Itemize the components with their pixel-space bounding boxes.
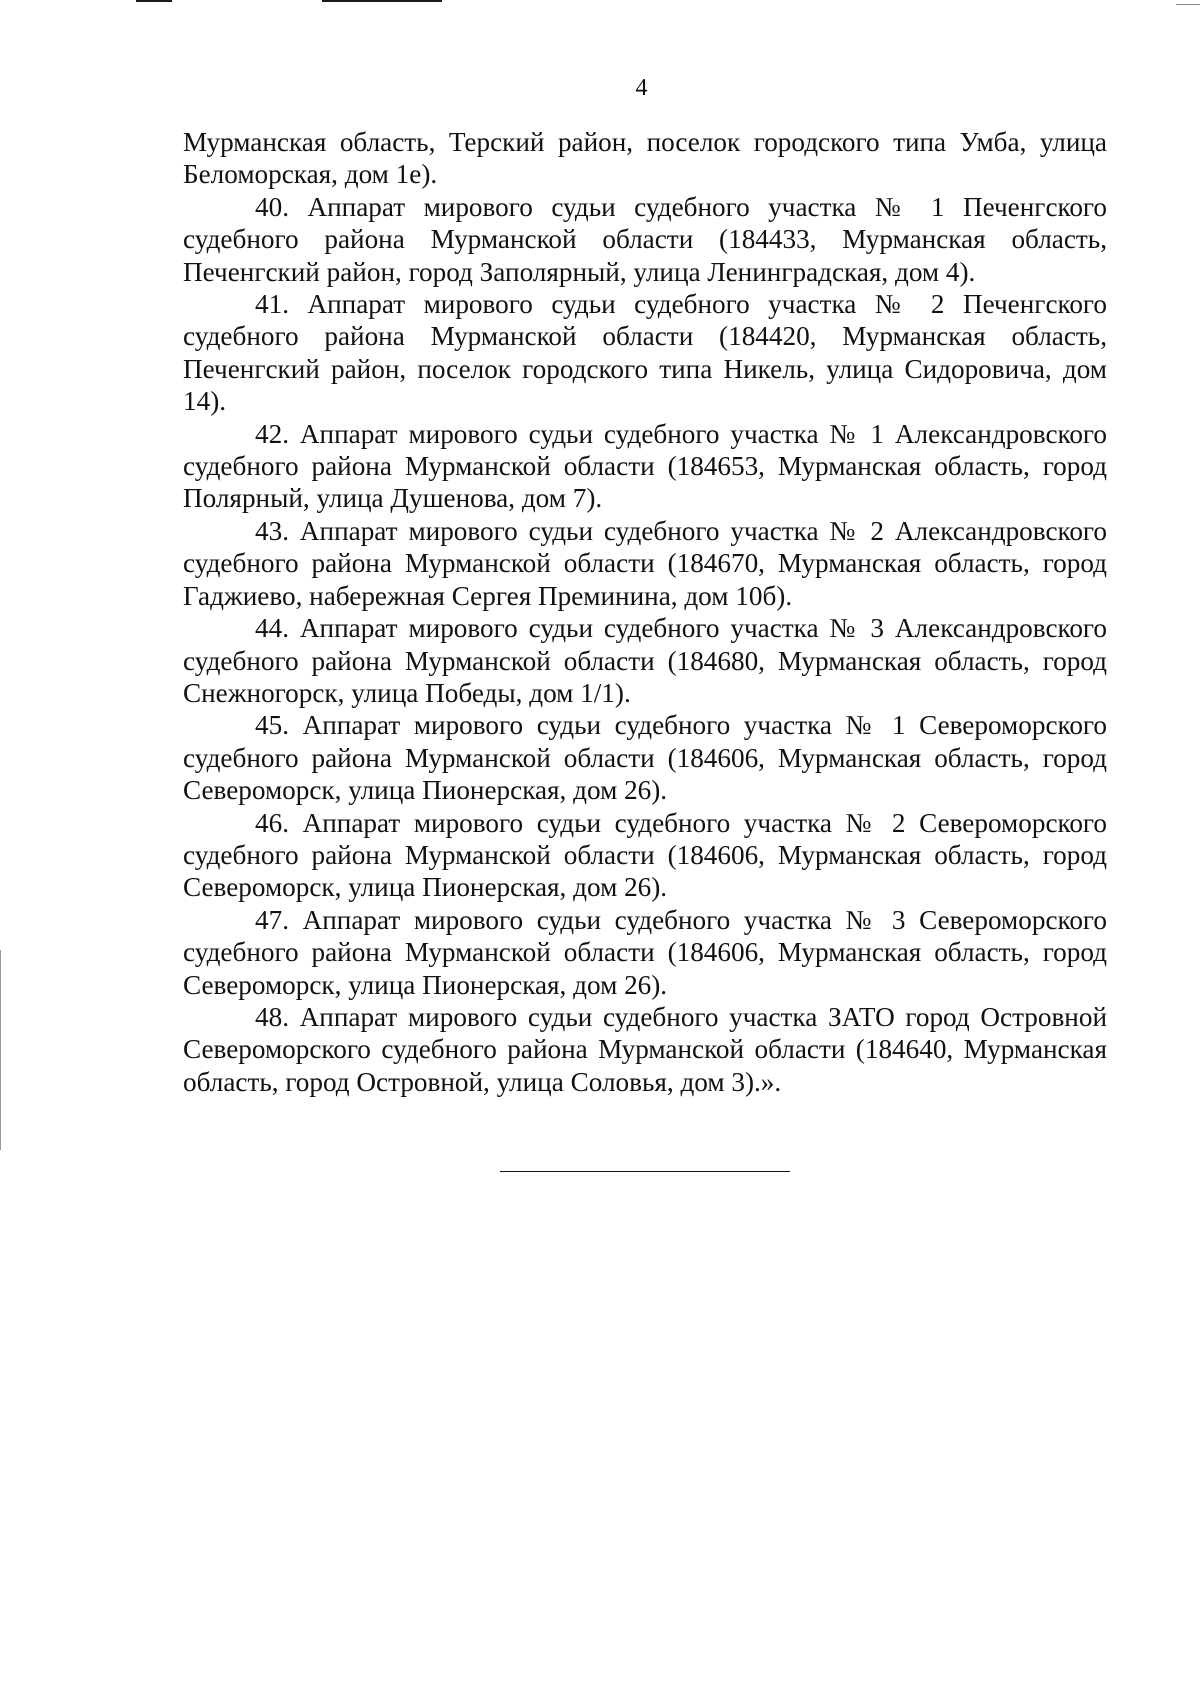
document-body [183, 126, 1107, 1098]
page-number: 4 [635, 75, 648, 101]
paragraph-item-48: 48. Аппарат мирового судьи судебного участка ЗАТО город Островной Североморского судебного района Мурманской области (184640, Мурманская область, город Островной, улица Соловья, дом 3).». [183, 1001, 1107, 1097]
paragraph-item-41: 41. Аппарат мирового судьи судебного участка № 2 Печенгского судебного района Мурманской области (184420, Мурманская область, Печенгский район, поселок городского типа Никель, улица Сидоровича, дом 14). [183, 289, 1107, 417]
paragraph-item-43: 43. Аппарат мирового судьи судебного участка № 2 Александровского судебного района Мурманской области (184670, Мурманская область, город Гаджиево, набережная Сергея Преминина, дом 10б). [183, 515, 1107, 611]
paragraph-item-44: 44. Аппарат мирового судьи судебного участка № 3 Александровского судебного района Мурманской области (184680, Мурманская область, город Снежногорск, улица Победы, дом 1/1). [183, 613, 1107, 708]
paragraph-continuation: Мурманская область, Терский район, поселок городского типа Умба, улица Беломорская, дом 1е). [183, 127, 1107, 190]
paragraph-item-46: 46. Аппарат мирового судьи судебного участка № 2 Североморского судебного района Мурманской области (184606, Мурманская область, город Североморск, улица Пионерская, дом 26). [183, 807, 1107, 903]
scan-artifact-mark [1176, 4, 1200, 5]
paragraph-item-47: 47. Аппарат мирового судьи судебного участка № 3 Североморского судебного района Мурманской области (184606, Мурманская область, город Североморск, улица Пионерская, дом 26). [183, 904, 1107, 1000]
paragraph-item-42: 42. Аппарат мирового судьи судебного участка № 1 Александровского судебного района Мурманской области (184653, Мурманская область, город Полярный, улица Душенова, дом 7). [183, 418, 1107, 514]
scan-edge-line [0, 950, 1, 1150]
scan-artifact-mark [136, 0, 172, 2]
paragraph-item-40: 40. Аппарат мирового судьи судебного участка № 1 Печенгского судебного района Мурманской области (184433, Мурманская область, Печенгский район, город Заполярный, улица Ленинградская, дом 4). [183, 191, 1107, 287]
end-of-document-rule [500, 1171, 790, 1172]
scan-artifact-mark [322, 0, 442, 2]
paragraph-item-45: 45. Аппарат мирового судьи судебного участка № 1 Североморского судебного района Мурманской области (184606, Мурманская область, город Североморск, улица Пионерская, дом 26). [183, 710, 1107, 806]
